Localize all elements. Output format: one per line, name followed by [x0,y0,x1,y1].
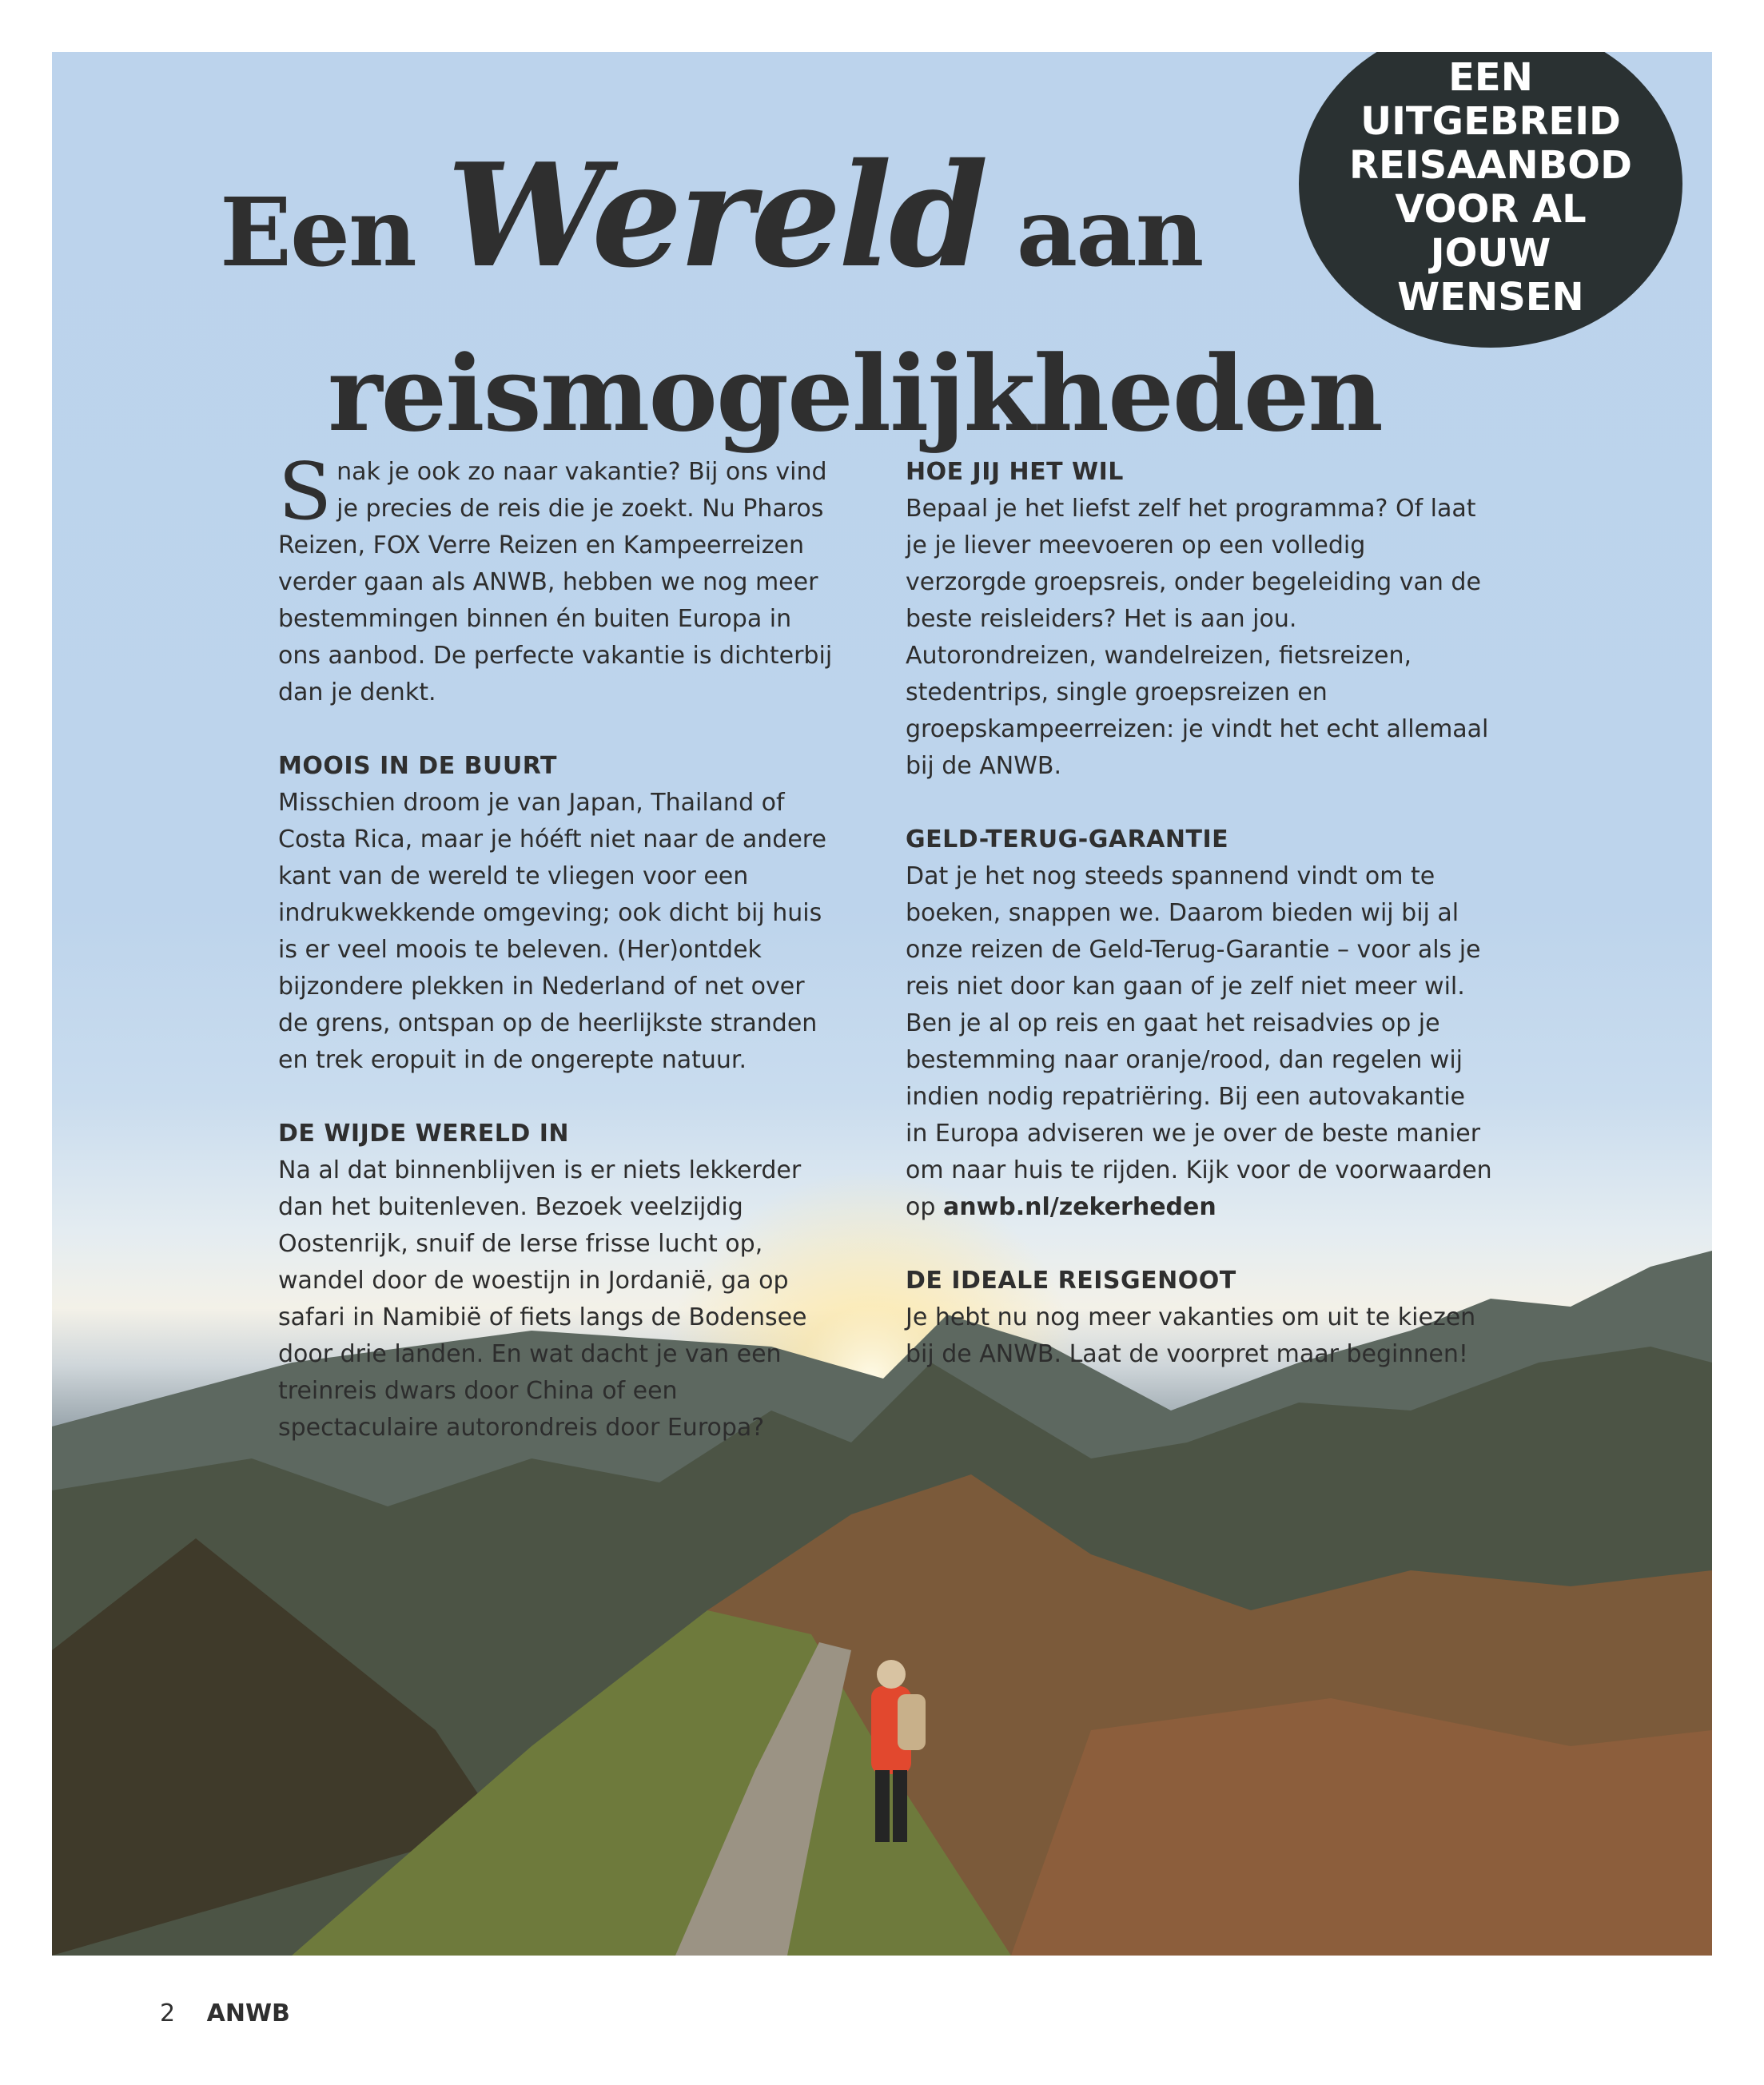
headline-line-2: reismogelijkheden [328,332,1382,455]
footer-brand: ANWB [206,1999,290,2027]
promo-badge-text: EEN UITGEBREID REISAANBOD VOOR AL JOUW WENSEN [1349,55,1632,320]
zekerheden-link[interactable]: anwb.nl/zekerheden [942,1193,1216,1221]
section-heading-geld-terug: GELD-TERUG-GARANTIE [906,826,1229,853]
section-text-hoe-jij: Bepaal je het liefst zelf het programma? Of laat je je liever meevoeren op een volledig verzorgde groepsreis, onder begeleiding van de beste reisleiders? Het is aan jou. Autorondreizen, wandelreizen, fietsreizen, stedentrips, single groepsreizen en groepskampeerreizen: je vindt het echt allemaal bij de ANWB. [906,495,1489,780]
page-number: 2 [160,1999,176,2027]
drop-cap: S [278,447,332,538]
headline-line-1 [220,132,1203,299]
section-heading-hoe-jij: HOE JIJ HET WIL [906,458,1124,486]
section-heading-moois: MOOIS IN DE BUURT [278,752,557,780]
intro-text: nak je ook zo naar vakantie? Bij ons vind je precies de reis die je zoekt. Nu Pharos Reizen, FOX Verre Reizen en Kampeerreizen verder gaan als ANWB, hebben we nog meer bestemmingen binnen én buiten Europa in ons aanbod. De perfecte vakantie is dichterbij dan je denkt. [278,458,833,706]
section-text-moois: Misschien droom je van Japan, Thailand of Costa Rica, maar je hóéft niet naar de andere kant van de wereld te vliegen voor een indrukwekkende omgeving; ook dicht bij huis is er veel moois te beleven. (Her)ontdek bijzondere plekken in Nederland of net over de grens, ontspan op de heerlijkste stranden en trek eropuit in de ongerepte natuur. [278,789,826,1074]
section-heading-wijde-wereld: DE WIJDE WERELD IN [278,1120,570,1148]
section-text-reisgenoot: Je hebt nu nog meer vakanties om uit te kiezen bij de ANWB. Laat de voorpret maar beginnen! [906,1303,1476,1368]
section-text-wijde-wereld: Na al dat binnenblijven is er niets lekkerder dan het buitenleven. Bezoek veelzijdig Oostenrijk, snuif de Ierse frisse lucht op, wandel door de woestijn in Jordanië, ga op safari in Namibië of fiets langs de Bodensee door drie landen. En wat dacht je van een treinreis dwars door China of een spectaculaire autorondreis door Europa? [278,1156,807,1442]
headline-word-een: Een [220,177,416,288]
article-column-left [278,447,838,1446]
section-text-geld-terug: Dat je het nog steeds spannend vindt om te boeken, snappen we. Daarom bieden wij bij al onze reizen de Geld-Terug-Garantie – voor als je reis niet door kan gaan of je zelf niet meer wil. Ben je al op reis en gaat het reisadvies op je bestemming naar oranje/rood, dan regelen wij indien nodig repatriëring. Bij een autovakantie in Europa adviseren we je over de beste manier om naar huis te rijden. Kijk voor de voorwaarden op anwb.nl/zekerheden [906,862,1492,1221]
intro-paragraph [278,447,838,711]
headline-word-aan: aan [1016,177,1203,288]
article-column-right [906,454,1493,1373]
headline-word-wereld: Wereld [446,132,986,299]
promo-badge [1299,52,1682,348]
section-heading-reisgenoot: DE IDEALE REISGENOOT [906,1267,1236,1295]
page-footer [160,1998,290,2030]
